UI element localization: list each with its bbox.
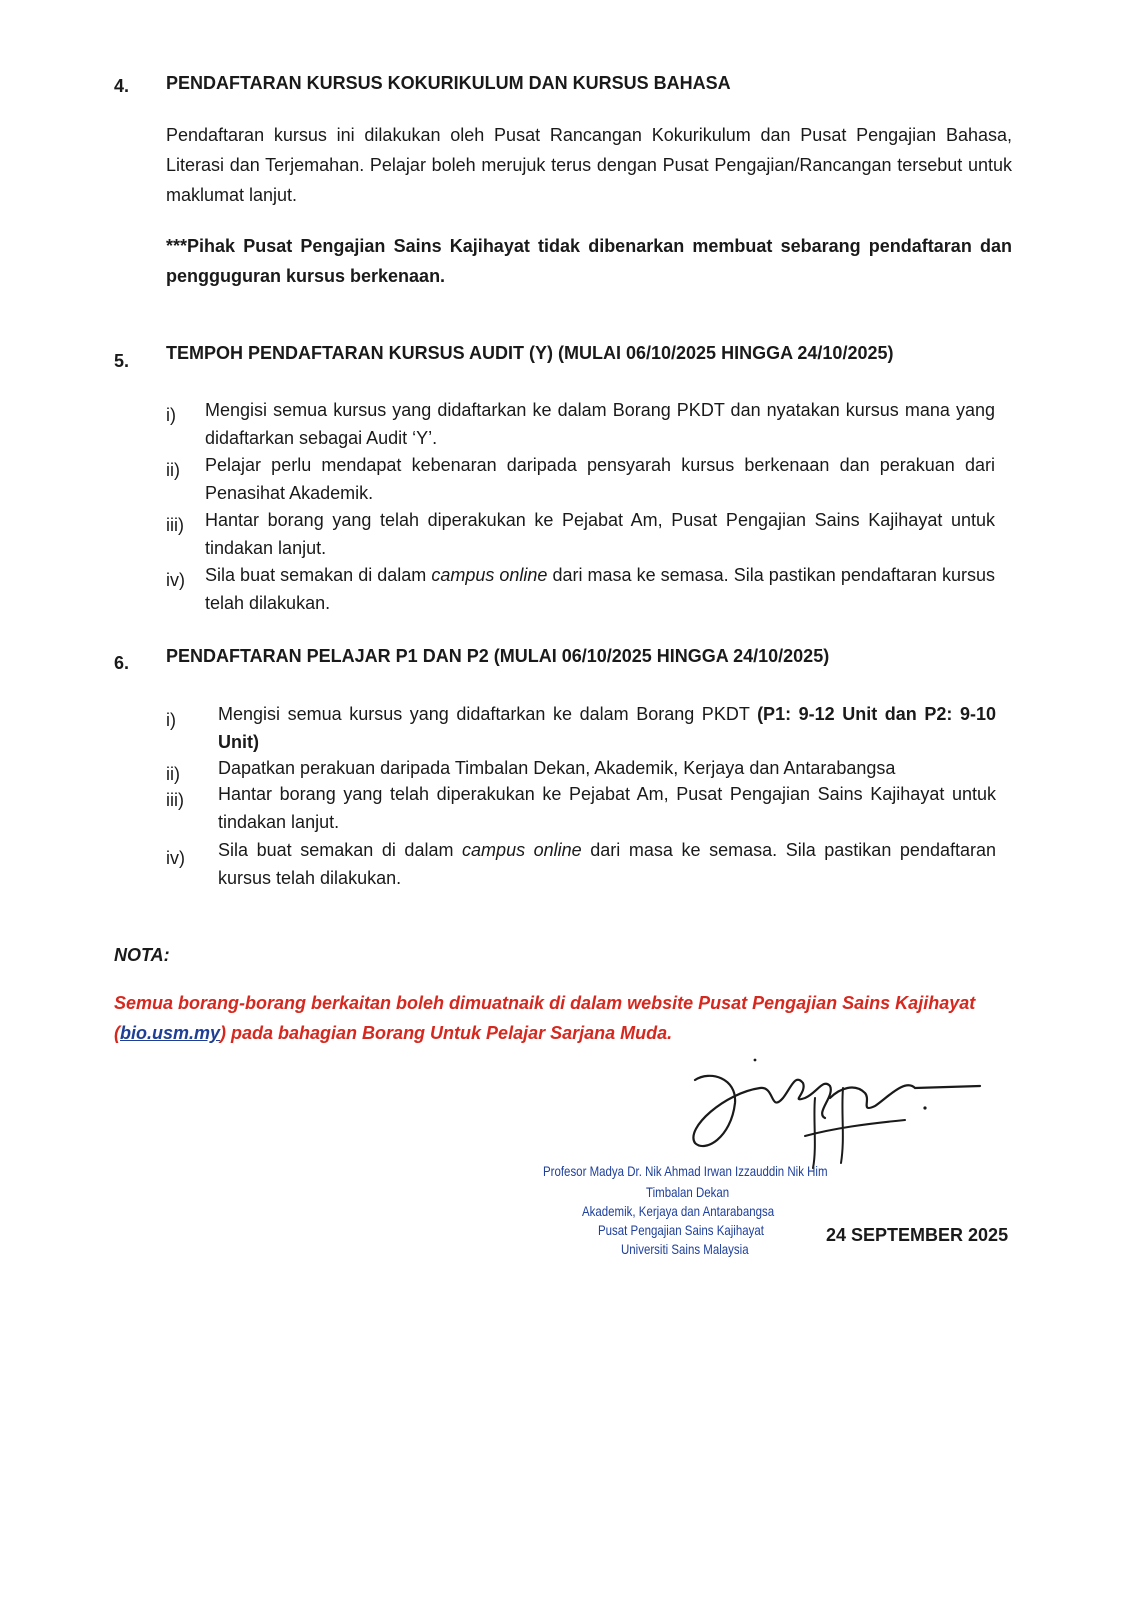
stamp-name: Profesor Madya Dr. Nik Ahmad Irwan Izzauddin Nik Him xyxy=(543,1163,828,1179)
section-4-title: PENDAFTARAN KURSUS KOKURIKULUM DAN KURSUS BAHASA xyxy=(166,73,731,93)
section-5-number: 5. xyxy=(114,351,130,371)
s5-item-4-text xyxy=(205,561,995,617)
s5-item-2-roman: ii) xyxy=(166,460,180,480)
s6-item-4-text xyxy=(218,836,996,892)
section-4-number: 4. xyxy=(114,76,130,96)
website-link[interactable]: bio.usm.my xyxy=(120,1023,221,1043)
s6-item-4-text-a: Sila buat semakan di dalam xyxy=(218,840,463,860)
s6-item-2-text: Dapatkan perakuan daripada Timbalan Dekan, Akademik, Kerjaya dan Antarabangsa xyxy=(218,758,896,778)
section-4-notice: ***Pihak Pusat Pengajian Sains Kajihayat tidak dibenarkan membuat sebarang pendaftaran dan pengguguran kursus berkenaan. xyxy=(166,236,1012,286)
signature-image xyxy=(665,1058,1005,1173)
section-6-number: 6. xyxy=(114,653,130,673)
s5-item-1-roman: i) xyxy=(166,405,176,425)
stamp-university: Universiti Sains Malaysia xyxy=(621,1241,749,1257)
s6-item-3-roman: iii) xyxy=(166,790,184,810)
s5-item-3-roman: iii) xyxy=(166,515,184,535)
s6-item-4-roman: iv) xyxy=(166,848,185,868)
s6-item-4-text-b: dari masa ke semasa. Sila pastikan pendaftaran kursus telah dilakukan. xyxy=(218,840,996,888)
s5-item-4-roman: iv) xyxy=(166,570,185,590)
s6-item-4-italic: campus online xyxy=(462,840,582,860)
nota-label: NOTA: xyxy=(114,945,170,965)
s5-item-4-text-a: Sila buat semakan di dalam xyxy=(205,565,432,585)
s5-item-2-text: Pelajar perlu mendapat kebenaran daripada pensyarah kursus berkenaan dan perakuan dari Penasihat Akademik. xyxy=(205,455,995,503)
s6-item-1-text-a: Mengisi semua kursus yang didaftarkan ke dalam Borang PKDT xyxy=(218,704,758,724)
stamp-portfolio: Akademik, Kerjaya dan Antarabangsa xyxy=(582,1203,775,1219)
document-date: 24 SEPTEMBER 2025 xyxy=(826,1225,1009,1245)
nota-text-b: ) pada bahagian Borang Untuk Pelajar Sarjana Muda. xyxy=(220,1023,673,1043)
s6-item-2-roman: ii) xyxy=(166,764,180,784)
s6-item-3-text: Hantar borang yang telah diperakukan ke Pejabat Am, Pusat Pengajian Sains Kajihayat untuk tindakan lanjut. xyxy=(218,784,996,832)
s6-item-1-roman: i) xyxy=(166,710,176,730)
s6-item-1-text xyxy=(218,700,996,756)
s6-item-1-bold: (P1: 9-12 Unit dan P2: 9-10 Unit) xyxy=(218,704,996,752)
s5-item-1-text: Mengisi semua kursus yang didaftarkan ke dalam Borang PKDT dan nyatakan kursus mana yang didaftarkan sebagai Audit ‘Y’. xyxy=(205,400,995,448)
section-6-title: PENDAFTARAN PELAJAR P1 DAN P2 (MULAI 06/10/2025 HINGGA 24/10/2025) xyxy=(166,646,830,666)
s5-item-4-italic: campus online xyxy=(431,565,548,585)
section-4-paragraph: Pendaftaran kursus ini dilakukan oleh Pusat Rancangan Kokurikulum dan Pusat Pengajian Bahasa, Literasi dan Terjemahan. Pelajar boleh merujuk terus dengan Pusat Pengajian/Rancangan tersebut untuk maklumat lanjut. xyxy=(166,125,1012,205)
s5-item-4-text-b: dari masa ke semasa. Sila pastikan pendaftaran kursus telah dilakukan. xyxy=(205,565,995,613)
stamp-position: Timbalan Dekan xyxy=(646,1184,730,1200)
s5-item-3-text: Hantar borang yang telah diperakukan ke Pejabat Am, Pusat Pengajian Sains Kajihayat untuk tindakan lanjut. xyxy=(205,510,995,558)
nota-text-a: Semua borang-borang berkaitan boleh dimuatnaik di dalam website Pusat Pengajian Sains Kajihayat ( xyxy=(114,993,976,1043)
nota-text xyxy=(114,988,1014,1048)
section-5-title: TEMPOH PENDAFTARAN KURSUS AUDIT (Y) (MULAI 06/10/2025 HINGGA 24/10/2025) xyxy=(166,343,894,363)
stamp-school: Pusat Pengajian Sains Kajihayat xyxy=(598,1222,764,1238)
